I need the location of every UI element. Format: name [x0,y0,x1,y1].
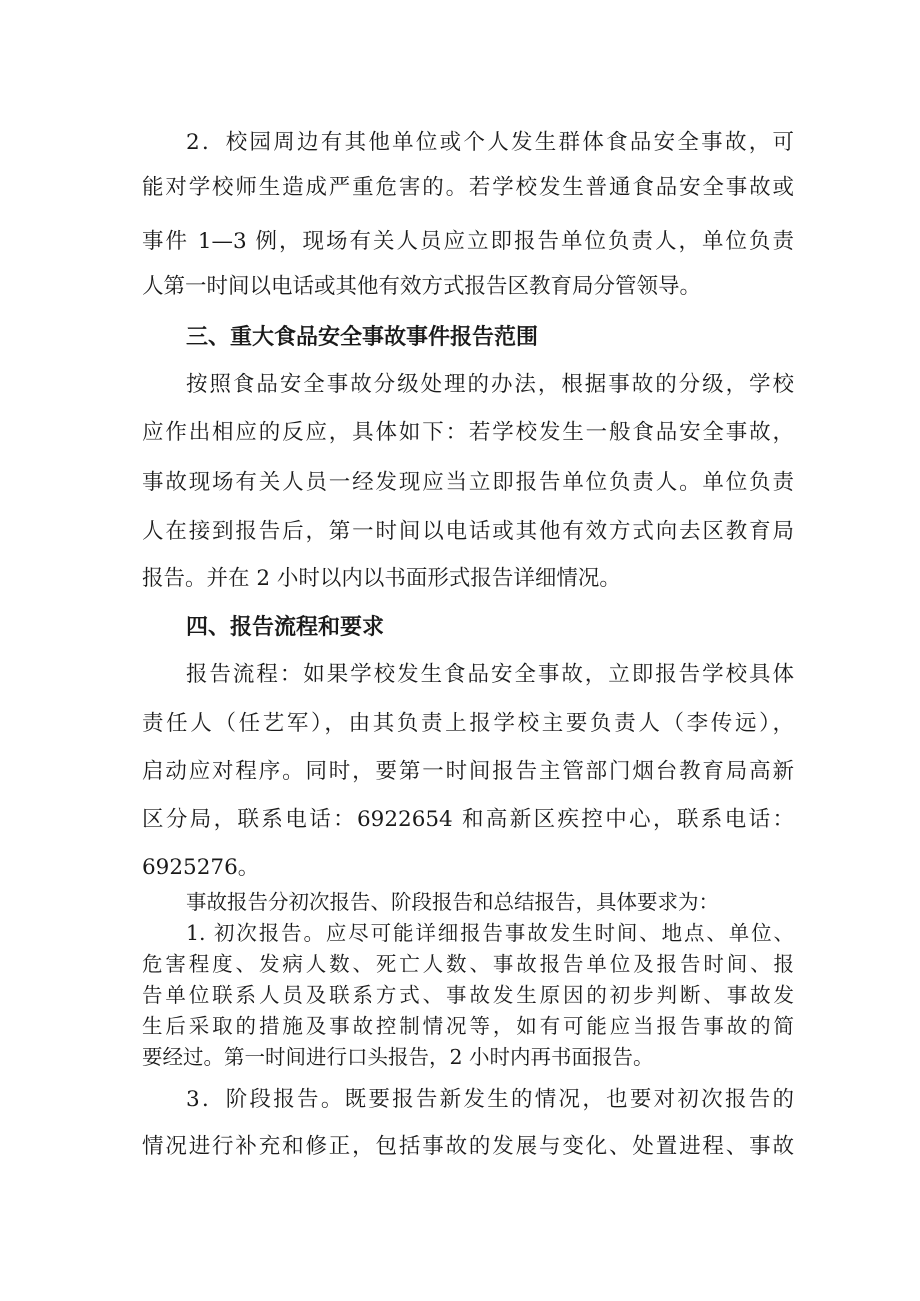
paragraph-line: 人第一时间以电话或其他有效方式报告区教育局分管领导。 [142,274,702,299]
paragraph-line: 应作出相应的反应，具体如下：若学校发生一般食品安全事故， [142,420,794,445]
paragraph-line: 危害程度、发病人数、死亡人数、事故报告单位及报告时间、报 [142,952,794,976]
paragraph-line: 3．阶段报告。既要报告新发生的情况，也要对初次报告的 [186,1087,794,1112]
paragraph-line: 事故报告分初次报告、阶段报告和总结报告，具体要求为： [186,890,719,914]
paragraph-line: 报告流程：如果学校发生食品安全事故，立即报告学校具体 [186,662,794,687]
paragraph-line: 要经过。第一时间进行口头报告，2 小时内再书面报告。 [142,1045,654,1069]
paragraph-line: 告单位联系人员及联系方式、事故发生原因的初步判断、事故发 [142,983,794,1007]
paragraph-line: 区分局，联系电话：6922654 和高新区疾控中心，联系电话： [142,807,794,832]
section-heading-4: 四、报告流程和要求 [186,615,385,640]
paragraph-line: 2．校园周边有其他单位或个人发生群体食品安全事故，可 [186,130,794,155]
paragraph-line: 能对学校师生造成严重危害的。若学校发生普通食品安全事故或 [142,175,794,200]
section-heading-3: 三、重大食品安全事故事件报告范围 [186,325,539,350]
paragraph-line: 事件 1—3 例，现场有关人员应立即报告单位负责人，单位负责 [142,229,794,254]
paragraph-line: 生后采取的措施及事故控制情况等，如有可能应当报告事故的简 [142,1014,794,1038]
paragraph-line: 报告。并在 2 小时以内以书面形式报告详细情况。 [142,566,621,591]
paragraph-line: 人在接到报告后，第一时间以电话或其他有效方式向去区教育局 [142,519,794,544]
paragraph-line: 1. 初次报告。应尽可能详细报告事故发生时间、地点、单位、 [186,921,794,945]
paragraph-line: 责任人（任艺军），由其负责上报学校主要负责人（李传远）， [142,711,794,736]
paragraph-line: 按照食品安全事故分级处理的办法，根据事故的分级，学校 [186,372,794,397]
paragraph-line: 6925276。 [142,855,260,880]
paragraph-line: 启动应对程序。同时，要第一时间报告主管部门烟台教育局高新 [142,759,794,784]
paragraph-line: 情况进行补充和修正，包括事故的发展与变化、处置进程、事故 [142,1134,794,1159]
paragraph-line: 事故现场有关人员一经发现应当立即报告单位负责人。单位负责 [142,470,794,495]
